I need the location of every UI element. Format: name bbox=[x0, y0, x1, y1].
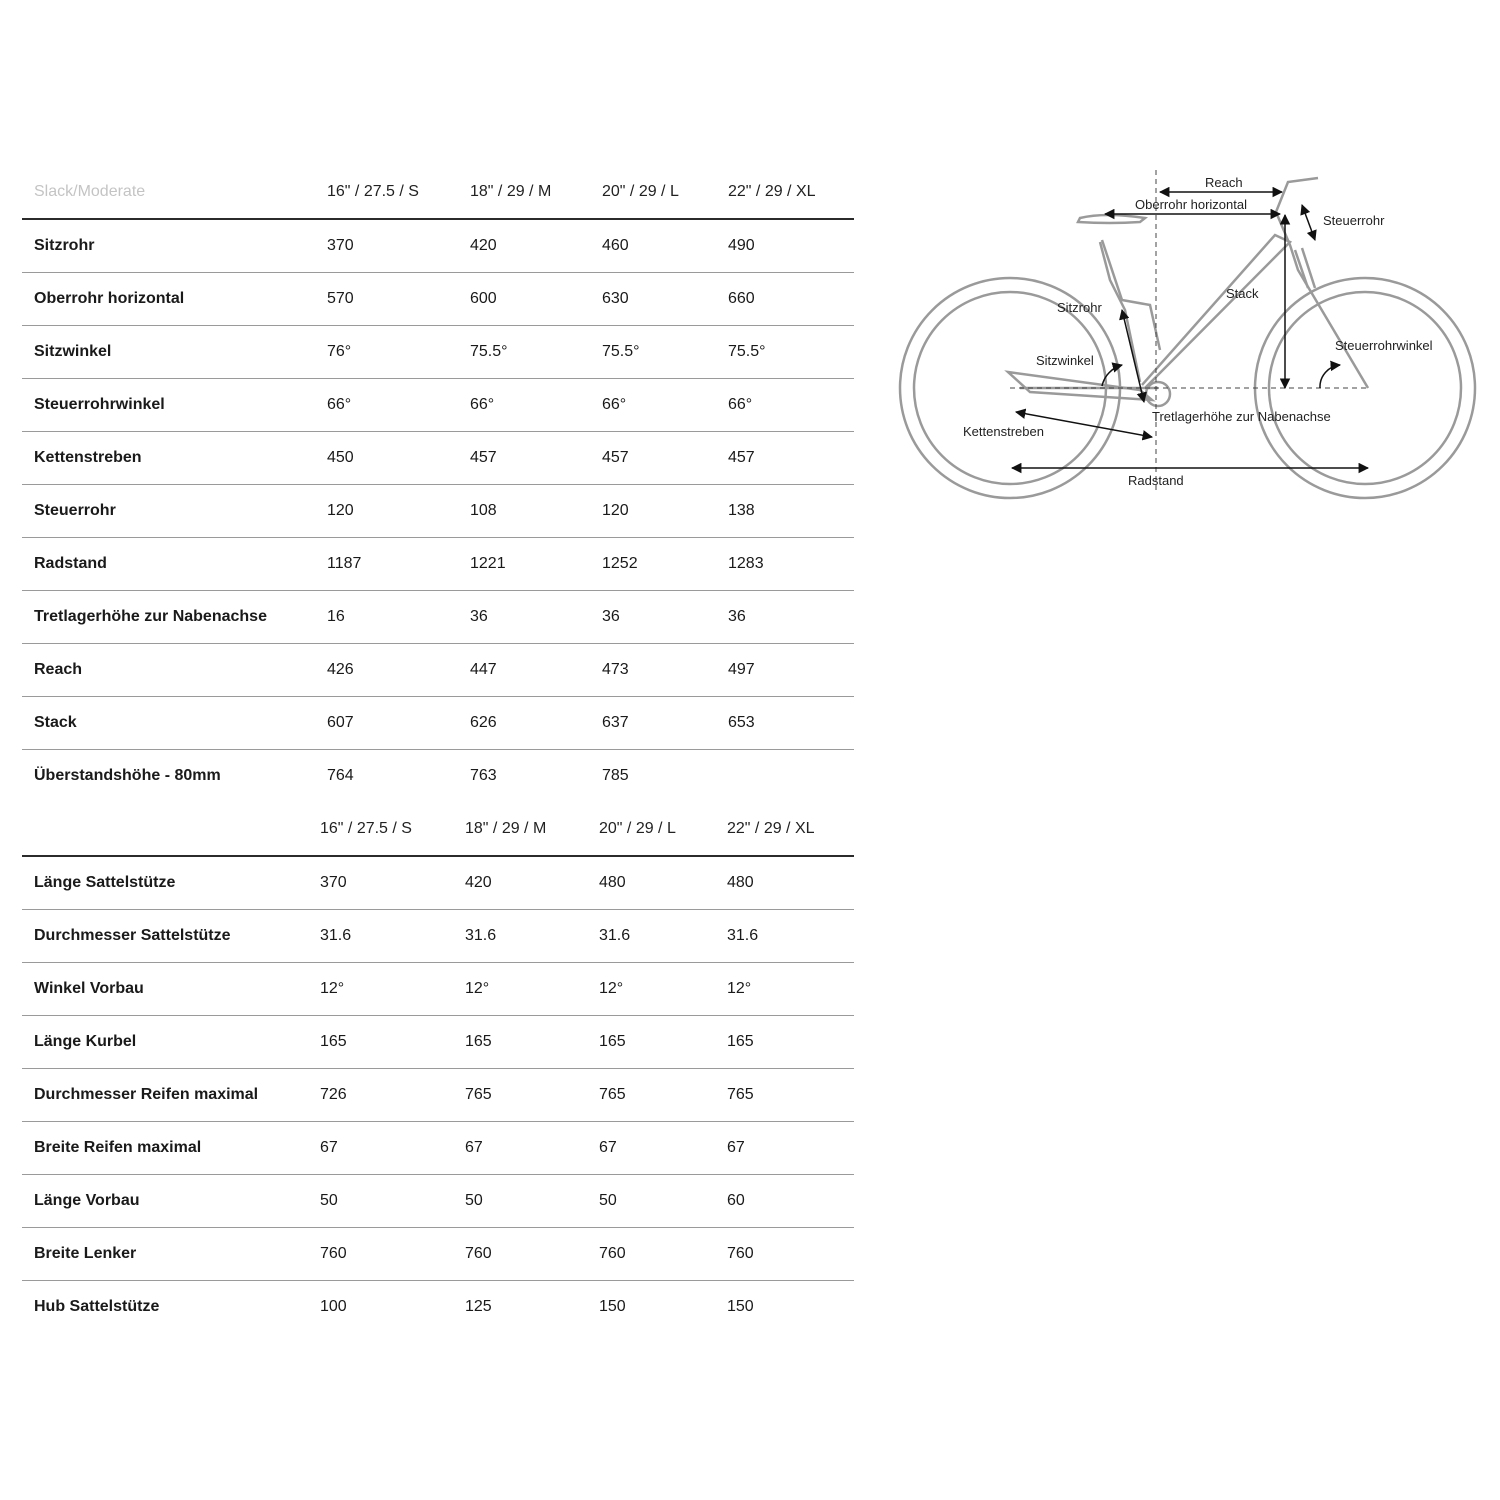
cell-value: 765 bbox=[465, 1086, 492, 1103]
cell-value: 31.6 bbox=[320, 927, 352, 944]
cell-value: 12° bbox=[599, 980, 624, 997]
table-row bbox=[22, 1069, 854, 1122]
cell-value: 607 bbox=[327, 714, 354, 731]
cell-value: 457 bbox=[602, 449, 629, 466]
cell-value: 36 bbox=[470, 608, 488, 625]
cell-value: 785 bbox=[602, 767, 629, 784]
geometry-table bbox=[22, 166, 854, 802]
size-header-l: 20" / 29 / L bbox=[599, 820, 676, 837]
row-label: Radstand bbox=[34, 555, 107, 572]
cell-value: 12° bbox=[320, 980, 345, 997]
row-label: Sitzwinkel bbox=[34, 343, 112, 360]
cell-value: 760 bbox=[727, 1245, 754, 1262]
cell-value: 1221 bbox=[470, 555, 506, 572]
label-tretlager: Tretlagerhöhe zur Nabenachse bbox=[1152, 409, 1331, 424]
row-label: Länge Vorbau bbox=[34, 1192, 140, 1209]
cell-value: 420 bbox=[465, 874, 492, 891]
cell-value: 16 bbox=[327, 608, 345, 625]
label-radstand: Radstand bbox=[1128, 473, 1184, 488]
cell-value: 637 bbox=[602, 714, 629, 731]
cell-value: 150 bbox=[727, 1298, 754, 1315]
row-label: Reach bbox=[34, 661, 83, 678]
cell-value: 626 bbox=[470, 714, 497, 731]
row-label: Oberrohr horizontal bbox=[34, 290, 185, 307]
table-row bbox=[22, 1016, 854, 1069]
cell-value: 450 bbox=[327, 449, 354, 466]
label-oberrohr: Oberrohr horizontal bbox=[1135, 197, 1247, 212]
cell-value: 763 bbox=[470, 767, 497, 784]
cell-value: 76° bbox=[327, 343, 352, 360]
cell-value: 370 bbox=[320, 874, 347, 891]
cell-value: 138 bbox=[728, 502, 755, 519]
cell-value: 765 bbox=[599, 1086, 626, 1103]
size-header-s: 16" / 27.5 / S bbox=[327, 183, 419, 200]
cell-value: 12° bbox=[727, 980, 752, 997]
label-kettenstreben: Kettenstreben bbox=[963, 424, 1044, 439]
cell-value: 660 bbox=[728, 290, 755, 307]
cell-value: 75.5° bbox=[728, 343, 766, 360]
cell-value: 420 bbox=[470, 237, 497, 254]
table-row bbox=[22, 1228, 854, 1281]
cell-value: 1252 bbox=[602, 555, 638, 572]
row-label: Länge Kurbel bbox=[34, 1033, 137, 1050]
cell-value: 66° bbox=[602, 396, 627, 413]
table-row bbox=[22, 963, 854, 1016]
row-label: Durchmesser Sattelstütze bbox=[34, 927, 231, 944]
cell-value: 50 bbox=[320, 1192, 338, 1209]
components-header-blank bbox=[22, 803, 320, 856]
cell-value: 66° bbox=[728, 396, 753, 413]
cell-value: 165 bbox=[599, 1033, 626, 1050]
cell-value: 760 bbox=[320, 1245, 347, 1262]
cell-value: 457 bbox=[728, 449, 755, 466]
cell-value: 75.5° bbox=[470, 343, 508, 360]
row-label: Stack bbox=[34, 714, 77, 731]
cell-value: 760 bbox=[465, 1245, 492, 1262]
row-label: Hub Sattelstütze bbox=[34, 1298, 160, 1315]
cell-value: 426 bbox=[327, 661, 354, 678]
size-header-s: 16" / 27.5 / S bbox=[320, 820, 412, 837]
preset-label: Slack/Moderate bbox=[34, 183, 146, 200]
cell-value: 67 bbox=[599, 1139, 617, 1156]
table-row bbox=[22, 910, 854, 963]
cell-value: 480 bbox=[727, 874, 754, 891]
table-row bbox=[22, 538, 854, 591]
table-row bbox=[22, 379, 854, 432]
cell-value: 460 bbox=[602, 237, 629, 254]
cell-value: 653 bbox=[728, 714, 755, 731]
row-label: Winkel Vorbau bbox=[34, 980, 144, 997]
cell-value: 125 bbox=[465, 1298, 492, 1315]
cell-value: 12° bbox=[465, 980, 490, 997]
cell-value: 36 bbox=[602, 608, 620, 625]
cell-value: 67 bbox=[727, 1139, 745, 1156]
cell-value: 66° bbox=[470, 396, 495, 413]
row-label: Länge Sattelstütze bbox=[34, 874, 176, 891]
cell-value: 473 bbox=[602, 661, 629, 678]
size-header-xl: 22" / 29 / XL bbox=[728, 183, 816, 200]
cell-value: 50 bbox=[599, 1192, 617, 1209]
cell-value: 447 bbox=[470, 661, 497, 678]
row-label: Steuerrohrwinkel bbox=[34, 396, 165, 413]
table-row bbox=[22, 1122, 854, 1175]
label-reach: Reach bbox=[1205, 175, 1243, 190]
cell-value: 108 bbox=[470, 502, 497, 519]
table-row bbox=[22, 1175, 854, 1228]
cell-value: 36 bbox=[728, 608, 746, 625]
table-row bbox=[22, 273, 854, 326]
row-label: Breite Lenker bbox=[34, 1245, 137, 1262]
cell-value: 75.5° bbox=[602, 343, 640, 360]
table-row bbox=[22, 856, 854, 910]
label-stack: Stack bbox=[1226, 286, 1259, 301]
diagram-labels bbox=[963, 175, 1433, 488]
components-table bbox=[22, 803, 854, 1333]
table-row bbox=[22, 219, 854, 273]
cell-value: 60 bbox=[727, 1192, 745, 1209]
cell-value: 630 bbox=[602, 290, 629, 307]
table-row bbox=[22, 1281, 854, 1334]
cell-value: 726 bbox=[320, 1086, 347, 1103]
row-label: Durchmesser Reifen maximal bbox=[34, 1086, 259, 1103]
cell-value: 490 bbox=[728, 237, 755, 254]
cell-value: 100 bbox=[320, 1298, 347, 1315]
size-header-l: 20" / 29 / L bbox=[602, 183, 679, 200]
cell-value: 120 bbox=[327, 502, 354, 519]
cell-value: 1187 bbox=[327, 555, 362, 572]
table-row bbox=[22, 326, 854, 379]
row-label: Überstandshöhe - 80mm bbox=[34, 767, 221, 784]
size-header-xl: 22" / 29 / XL bbox=[727, 820, 815, 837]
components-header-row bbox=[22, 803, 854, 856]
cell-value: 50 bbox=[465, 1192, 483, 1209]
row-label: Sitzrohr bbox=[34, 237, 95, 254]
table-row bbox=[22, 432, 854, 485]
cell-value: 66° bbox=[327, 396, 352, 413]
cell-value: 370 bbox=[327, 237, 354, 254]
table-row bbox=[22, 591, 854, 644]
table-row bbox=[22, 485, 854, 538]
cell-value: 120 bbox=[602, 502, 629, 519]
label-steuerrohrwinkel: Steuerrohrwinkel bbox=[1335, 338, 1433, 353]
cell-value: 165 bbox=[320, 1033, 347, 1050]
cell-value: 165 bbox=[727, 1033, 754, 1050]
cell-value: 480 bbox=[599, 874, 626, 891]
cell-value: 764 bbox=[327, 767, 354, 784]
cell-value: 497 bbox=[728, 661, 755, 678]
cell-value bbox=[728, 750, 854, 803]
cell-value: 1283 bbox=[728, 555, 764, 572]
row-label: Kettenstreben bbox=[34, 449, 142, 466]
cell-value: 67 bbox=[465, 1139, 483, 1156]
table-row bbox=[22, 644, 854, 697]
cell-value: 67 bbox=[320, 1139, 338, 1156]
cell-value: 31.6 bbox=[599, 927, 631, 944]
cell-value: 600 bbox=[470, 290, 497, 307]
cell-value: 457 bbox=[470, 449, 497, 466]
size-header-m: 18" / 29 / M bbox=[465, 820, 547, 837]
cell-value: 31.6 bbox=[465, 927, 497, 944]
bike-geometry-diagram bbox=[890, 160, 1490, 520]
table-row bbox=[22, 697, 854, 750]
size-header-m: 18" / 29 / M bbox=[470, 183, 552, 200]
cell-value: 165 bbox=[465, 1033, 492, 1050]
geometry-header-row bbox=[22, 166, 854, 219]
cell-value: 765 bbox=[727, 1086, 754, 1103]
cell-value: 760 bbox=[599, 1245, 626, 1262]
row-label: Steuerrohr bbox=[34, 502, 116, 519]
label-sitzrohr: Sitzrohr bbox=[1057, 300, 1102, 315]
table-row bbox=[22, 750, 854, 803]
label-sitzwinkel: Sitzwinkel bbox=[1036, 353, 1094, 368]
row-label: Tretlagerhöhe zur Nabenachse bbox=[34, 608, 267, 625]
row-label: Breite Reifen maximal bbox=[34, 1139, 202, 1156]
label-steuerrohr: Steuerrohr bbox=[1323, 213, 1385, 228]
cell-value: 150 bbox=[599, 1298, 626, 1315]
cell-value: 31.6 bbox=[727, 927, 759, 944]
cell-value: 570 bbox=[327, 290, 354, 307]
